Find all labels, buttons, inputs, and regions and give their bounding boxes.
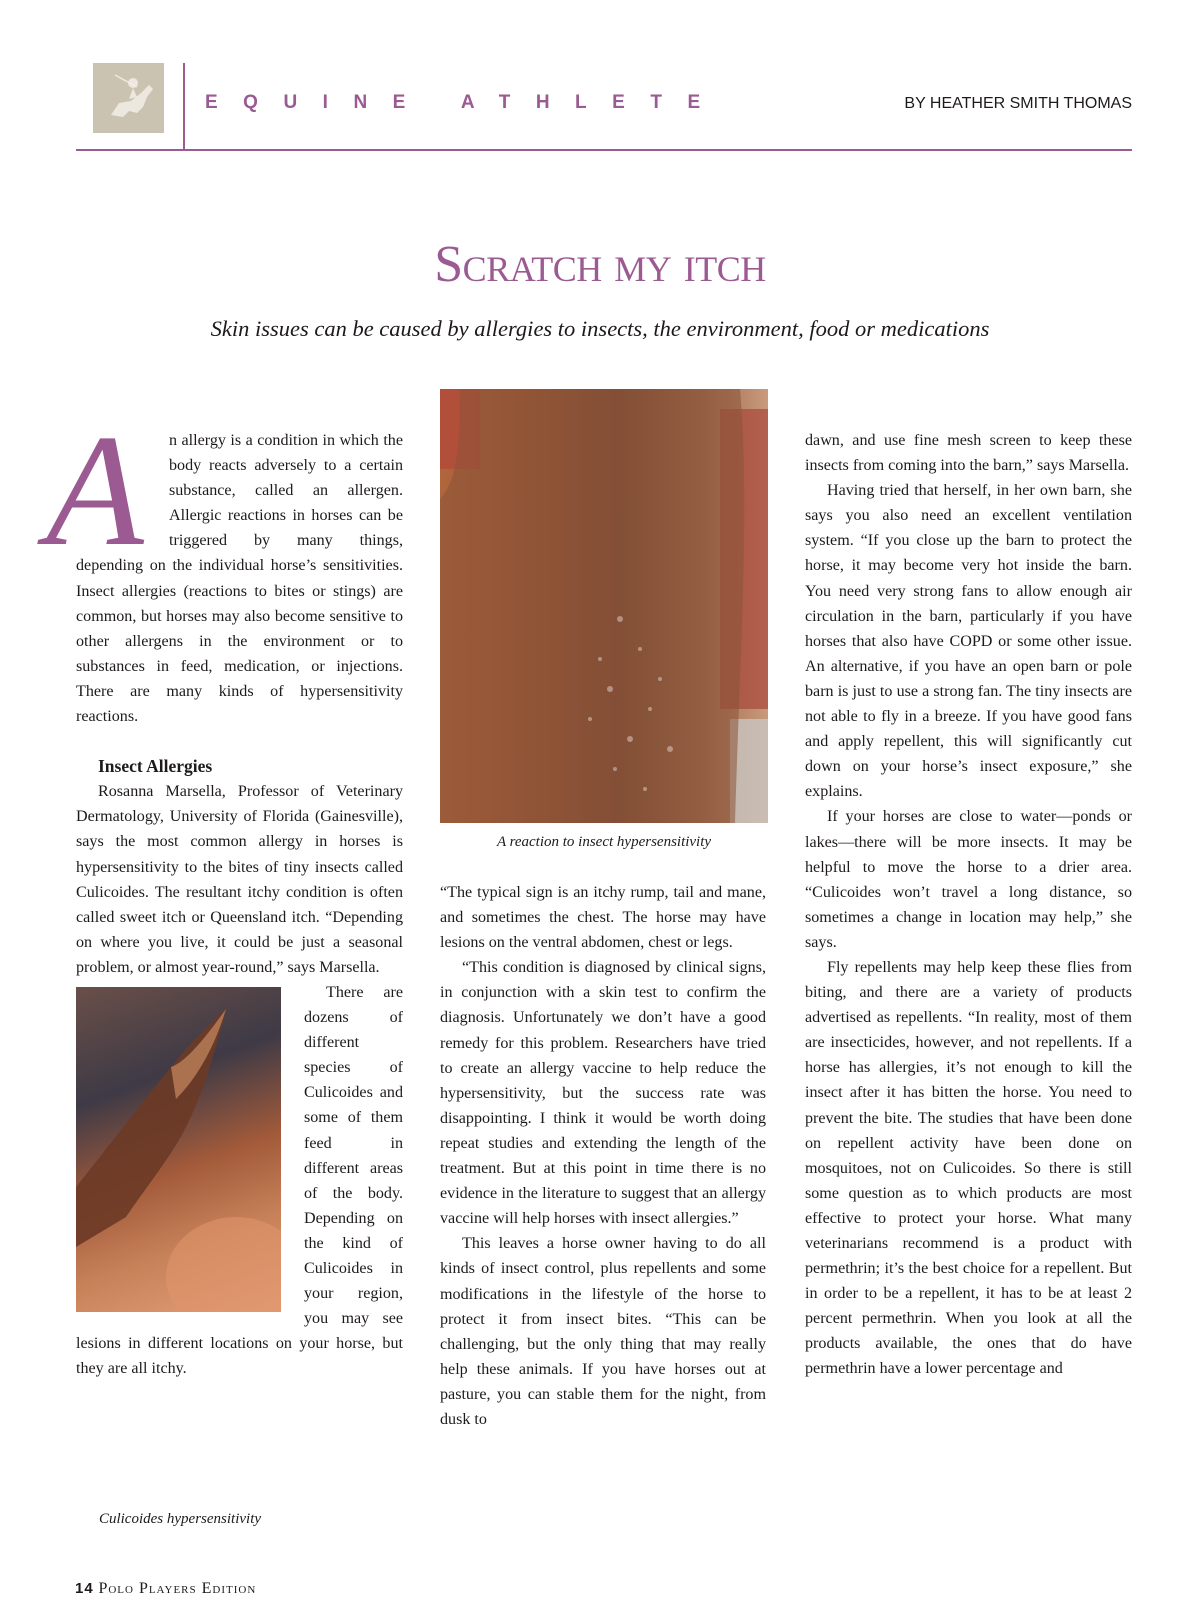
paragraph-text: There are dozens of different species of Culicoides and some of them feed in different areas of the body. Depending on the kind of Culicoides in your region, you may see lesions in different locations on your horse, but they are all itchy.: [76, 983, 403, 1378]
intro-paragraph: [46, 401, 403, 729]
publication-name: Polo Players Edition: [98, 1580, 257, 1597]
article-title: Scratch my itch: [434, 236, 766, 293]
article-subtitle: Skin issues can be caused by allergies to insects, the environment, food or medications: [210, 316, 990, 341]
polo-player-on-horse-icon: [93, 63, 164, 133]
section-label: EQUINE ATHLETE: [205, 92, 726, 113]
paragraph: [76, 980, 403, 1382]
article-column-1: [46, 401, 403, 1381]
paragraph: If your horses are close to water—ponds or lakes—there will be more insects. It may be helpful to move the horse to a drier area. “Culicoides won’t travel a long distance, so sometimes a change in location may help,” she says.: [805, 808, 1132, 951]
article-column-3: [805, 428, 1132, 1382]
byline: BY HEATHER SMITH THOMAS: [904, 95, 1132, 112]
header-horizontal-rule: [76, 149, 1132, 151]
dropcap-letter: A: [46, 401, 144, 579]
paragraph: This leaves a horse owner having to do all kinds of insect control, plus repellents and some modifications in the lifestyle of the horse to protect it from insect bites. “This can be challenging, but the only thing that may really help these animals. If you have horses out at pasture, you can stable them for the night, from dusk to: [440, 1235, 766, 1428]
main-photo-caption: A reaction to insect hypersensitivity: [496, 834, 712, 850]
inset-photo-caption: Culicoides hypersensitivity: [98, 1511, 262, 1527]
inset-photo: [76, 987, 284, 1312]
paragraph: dawn, and use fine mesh screen to keep these insects from coming into the barn,” says Marsella.: [805, 432, 1132, 475]
paragraph: Having tried that herself, in her own barn, she says you also need an excellent ventilation system. “If you close up the barn to protect the horse, it may become very hot inside the barn. You need very strong fans to allow enough air circulation in the barn, particularly if you have horses that also have COPD or some other issue. An alternative, if you have an open barn or pole barn is just to use a strong fan. The tiny insects are not able to fly in a breeze. If you have good fans and apply repellent, this will significantly cut down on your horse’s insect exposure,” she explains.: [805, 482, 1132, 801]
article-column-2: [440, 880, 766, 1432]
dropcap: [46, 401, 163, 579]
paragraph: “This condition is diagnosed by clinical signs, in conjunction with a skin test to confirm the diagnosis. Unfortunately we don’t have a good remedy for this problem. Researchers have tried to create an allergy vaccine to help reduce the hypersensitivity, but the success rate was disappointing. I think it would be worth doing repeat studies and extending the length of the treatment. But at this point in time there is no evidence in the literature to suggest that an allergy vaccine will help horses with insect allergies.”: [440, 959, 766, 1228]
page-number: 14: [75, 1580, 94, 1597]
subhead-insect-allergies: Insect Allergies: [98, 756, 213, 777]
intro-text: n allergy is a condition in which the body reacts adversely to a certain substance, called an allergen. Allergic reactions in horses can be triggered by many things, depending on the individual horse’s sensitivities. Insect allergies (reactions to bites or stings) are common, but horses may also become sensitive to other allergens in the environment or to substances in feed, medication, or injections. There are many kinds of hypersensitivity reactions.: [76, 432, 403, 726]
paragraph: Rosanna Marsella, Professor of Veterinary Dermatology, University of Florida (Gainesville), says the most common allergy in horses is hypersensitivity to the bites of tiny insects called Culicoides. The resultant itchy condition is often called sweet itch or Queensland itch. “Depending on where you live, it could be just a seasonal problem, or almost year-round,” says Marsella.: [76, 783, 403, 976]
paragraph: Fly repellents may help keep these flies from biting, and there are a variety of products advertised as repellents. “In reality, most of them are insecticides, however, and not repellents. If a horse has allergies, it’s not enough to kill the insect after it has bitten the horse. You need to prevent the bite. The studies that have been done on repellent activity have been done on mosquitoes, not on Culicoides. So there is still some question as to which products are most effective to protect your horse. What many veterinarians recommend is a product with permethrin; it’s the best choice for a repellent. But in order to be a repellent, it has to be at least 2 percent permethrin. When you look at all the products available, the ones that do have permethrin have a lower percentage and: [805, 958, 1132, 1378]
header-vertical-rule: [183, 63, 185, 149]
insect-hypersensitivity-photo: [440, 389, 768, 823]
culicoides-photo: [76, 987, 281, 1312]
paragraph: “The typical sign is an itchy rump, tail and mane, and sometimes the chest. The horse may have lesions on the ventral abdomen, chest or legs.: [440, 884, 766, 952]
folio: [75, 1580, 256, 1598]
